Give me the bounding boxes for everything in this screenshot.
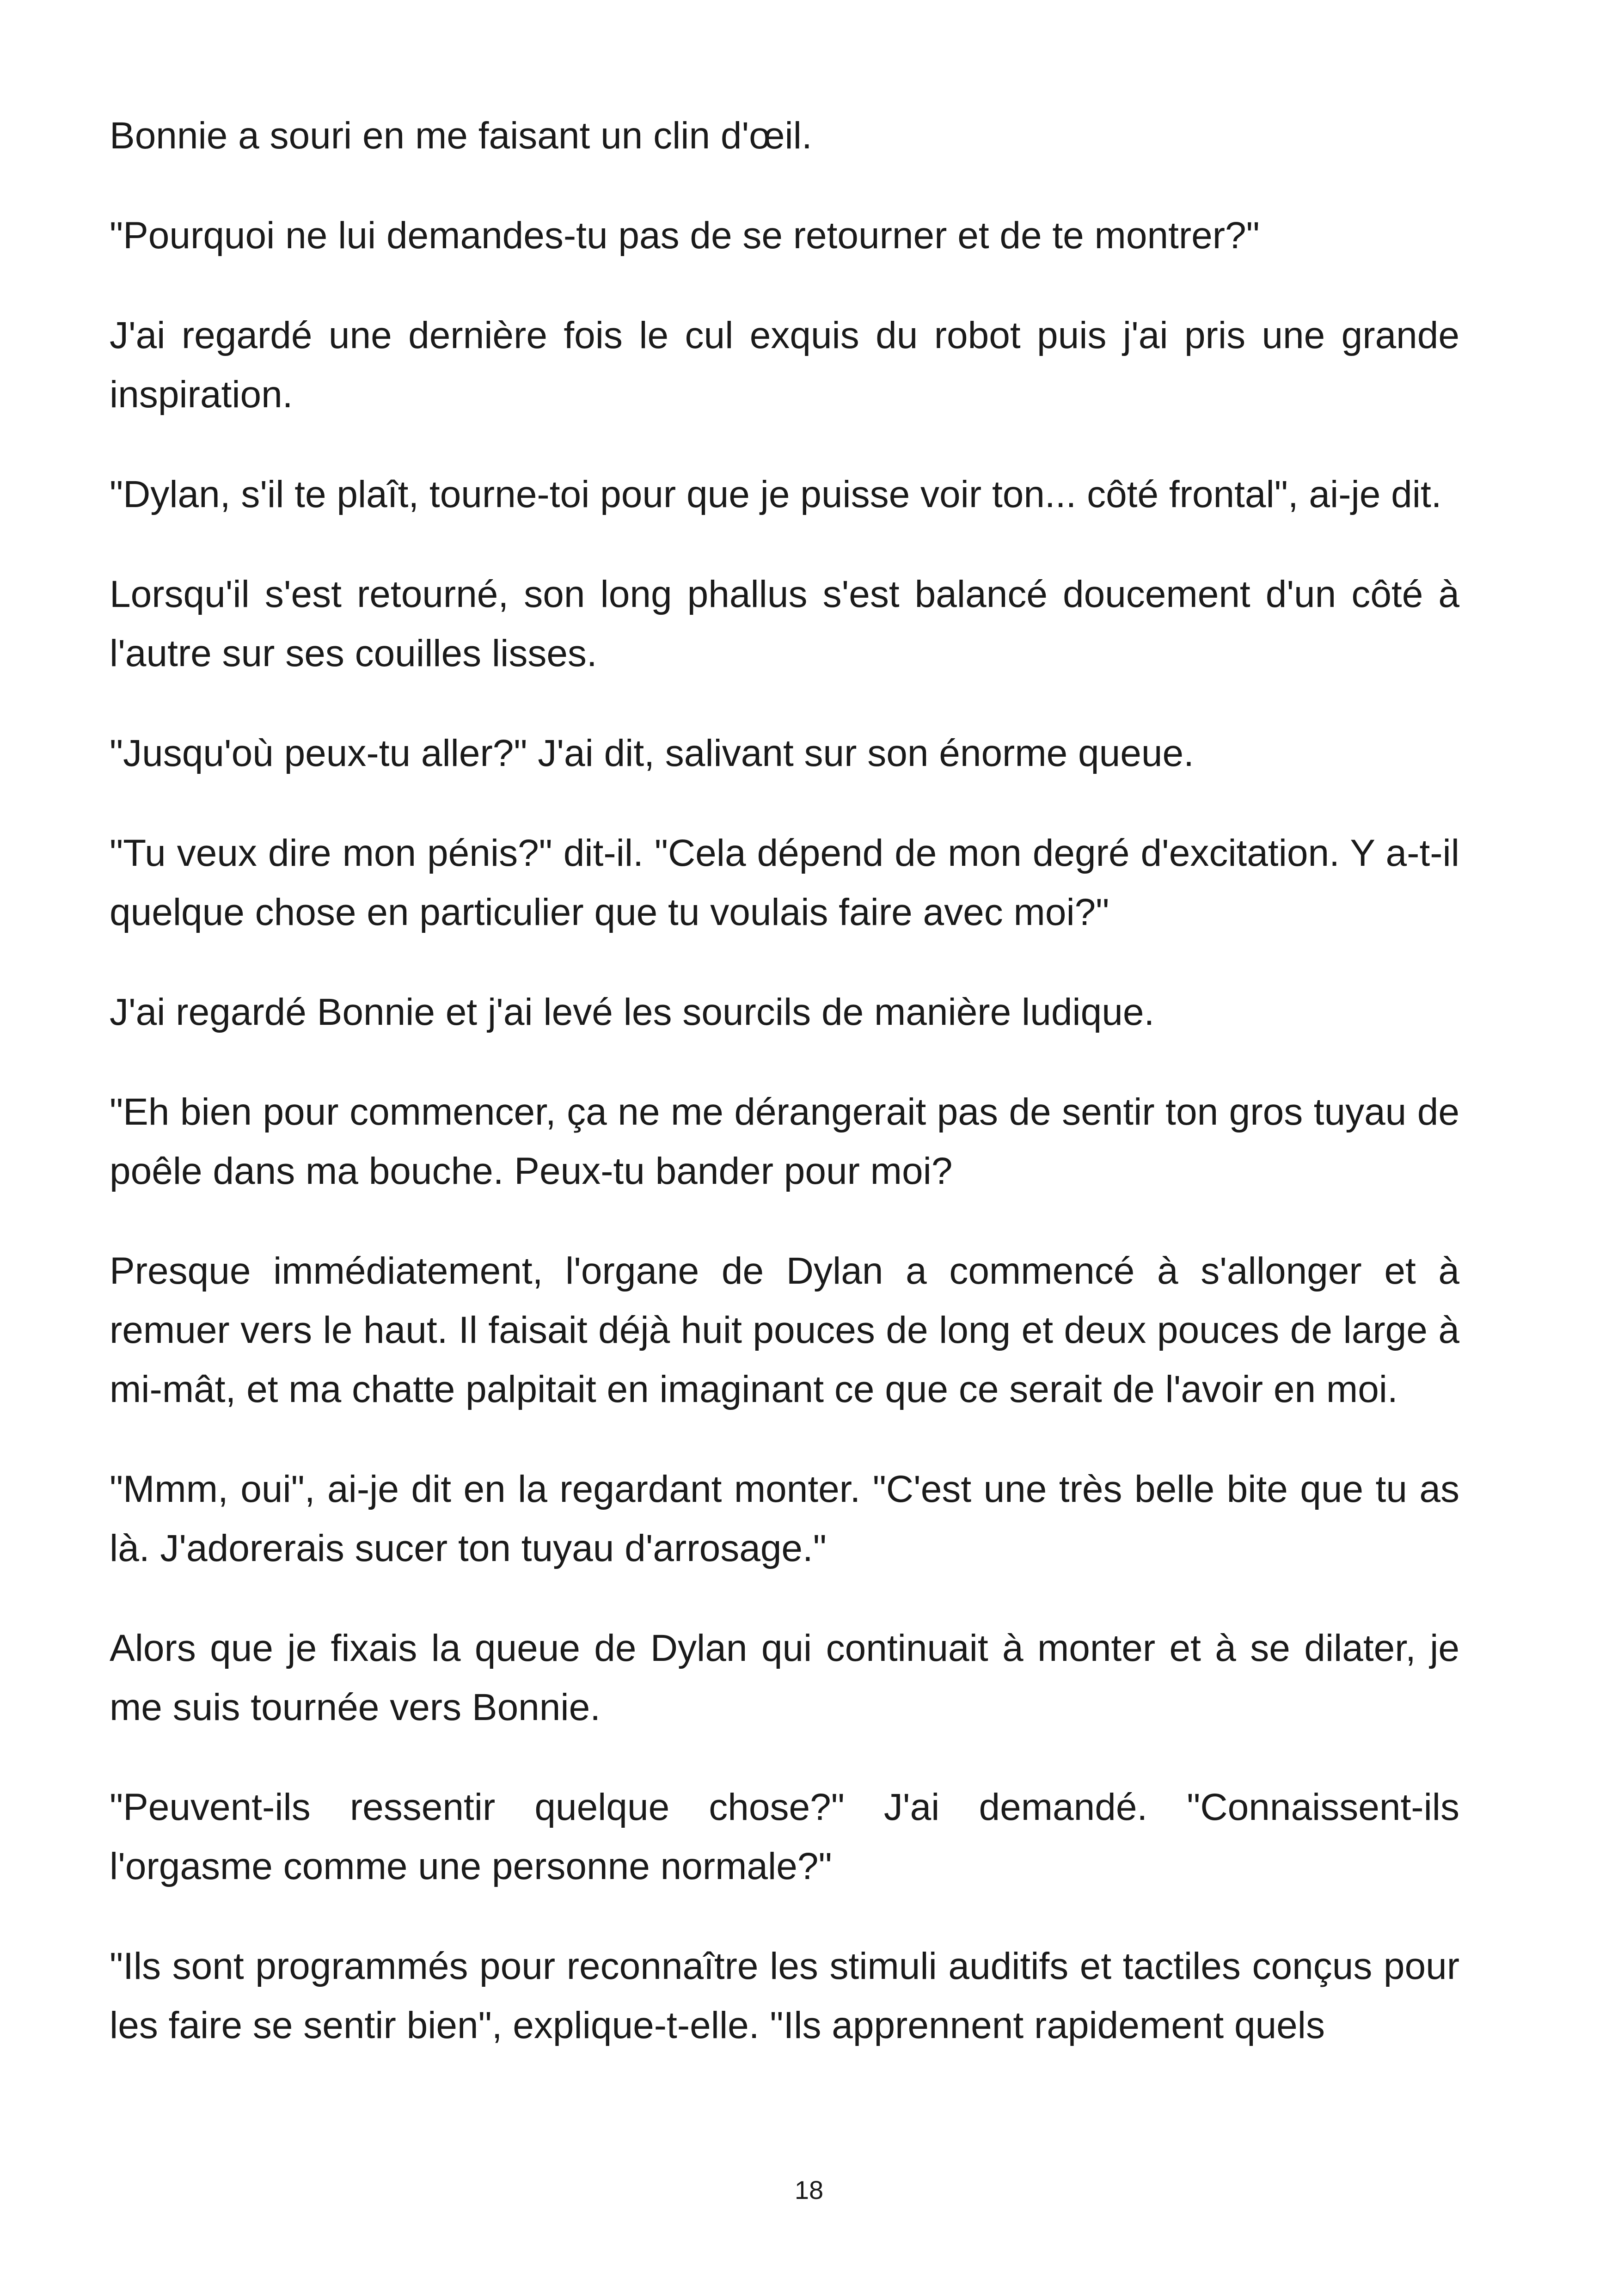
- paragraph-1: Bonnie a souri en me faisant un clin d'œil.: [110, 115, 812, 157]
- paragraph-9: "Eh bien pour commencer, ça ne me dérangerait pas de sentir ton gros tuyau de poêle dans ma bouche. Peux-tu bander pour moi?: [110, 1091, 1459, 1192]
- paragraph-11: "Mmm, oui", ai-je dit en la regardant monter. "C'est une très belle bite que tu as là. J'adorerais sucer ton tuyau d'arrosage.": [110, 1468, 1459, 1569]
- paragraph-6: "Jusqu'où peux-tu aller?" J'ai dit, salivant sur son énorme queue.: [110, 732, 1194, 774]
- paragraph-13: "Peuvent-ils ressentir quelque chose?" J'ai demandé. "Connaissent-ils l'orgasme comme une personne normale?": [110, 1786, 1459, 1887]
- paragraph-5: Lorsqu'il s'est retourné, son long phallus s'est balancé doucement d'un côté à l'autre sur ses couilles lisses.: [110, 573, 1459, 674]
- page-number: 18: [794, 2175, 824, 2204]
- paragraph-2: "Pourquoi ne lui demandes-tu pas de se retourner et de te montrer?": [110, 214, 1260, 257]
- paragraph-12: Alors que je fixais la queue de Dylan qui continuait à monter et à se dilater, je me suis tournée vers Bonnie.: [110, 1627, 1459, 1728]
- paragraph-7: "Tu veux dire mon pénis?" dit-il. "Cela dépend de mon degré d'excitation. Y a-t-il quelque chose en particulier que tu voulais faire avec moi?": [110, 832, 1459, 933]
- paragraph-10: Presque immédiatement, l'organe de Dylan a commencé à s'allonger et à remuer vers le haut. Il faisait déjà huit pouces de long et deux pouces de large à mi-mât, et ma chatte palpitait en imaginant ce que ce serait de l'avoir en moi.: [110, 1250, 1459, 1410]
- paragraph-3: J'ai regardé une dernière fois le cul exquis du robot puis j'ai pris une grande inspiration.: [110, 314, 1459, 416]
- paragraph-8: J'ai regardé Bonnie et j'ai levé les sourcils de manière ludique.: [110, 991, 1155, 1033]
- body-text: [110, 106, 1459, 2096]
- paragraph-14: "Ils sont programmés pour reconnaître les stimuli auditifs et tactiles conçus pour les faire se sentir bien", explique-t-elle. "Ils apprennent rapidement quels: [110, 1945, 1459, 2046]
- paragraph-4: "Dylan, s'il te plaît, tourne-toi pour que je puisse voir ton... côté frontal", ai-je dit.: [110, 473, 1442, 515]
